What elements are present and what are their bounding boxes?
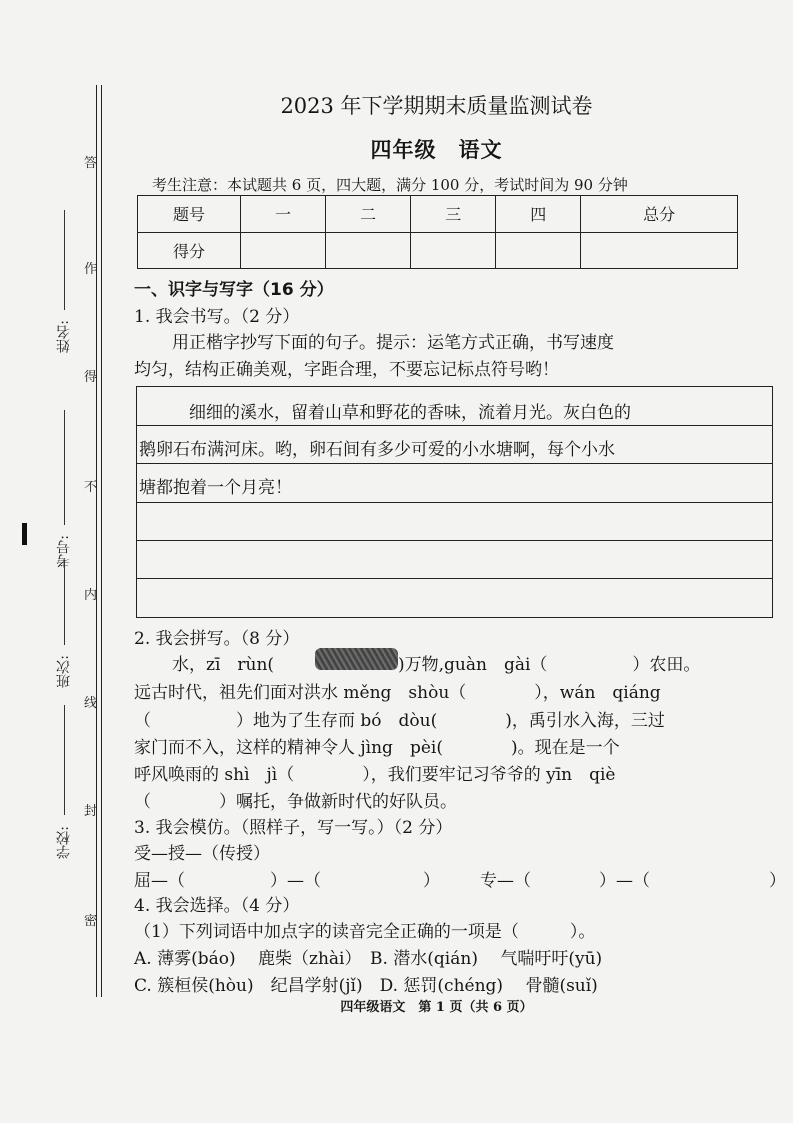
question-4-stem: （1）下列词语中加点字的读音完全正确的一项是（ ）。 xyxy=(134,922,596,942)
class-label: 班次: xyxy=(56,655,72,688)
seal-char: 作 xyxy=(84,262,98,277)
seal-char: 封 xyxy=(84,804,98,819)
question-4-options: A. 薄雾(báo) 鹿柴（zhài） B. 潜水(qián) 气喘吁吁(yū) xyxy=(134,949,603,969)
score-value-row xyxy=(138,232,738,269)
copy-text-line: 鹅卵石布满河床。哟，卵石间有多少可爱的小水塘啊，每个小水 xyxy=(139,440,615,460)
exam-subtitle: 四年级 语文 xyxy=(370,137,503,162)
score-cell[interactable] xyxy=(581,232,738,269)
seal-char: 线 xyxy=(84,696,98,711)
name-field-line[interactable] xyxy=(64,210,65,310)
ruled-line xyxy=(137,578,772,579)
ruled-line xyxy=(137,540,772,541)
section-heading: 一、识字与写字（16 分） xyxy=(134,280,334,300)
exam-title: 2023 年下学期期末质量监测试卷 xyxy=(280,94,593,118)
question-1-prompt: 均匀，结构正确美观，字距合理，不要忘记标点符号哟！ xyxy=(134,360,559,380)
question-2-line: 远古时代，祖先们面对洪水 měng shòu（ ），wán qiáng xyxy=(134,683,661,703)
score-cell[interactable] xyxy=(326,232,411,269)
school-line[interactable] xyxy=(64,705,65,815)
school-label: 学校: xyxy=(56,826,72,859)
score-row-label: 得分 xyxy=(138,232,241,269)
question-2-line: （ ）嘱托，争做新时代的好队员。 xyxy=(134,792,457,812)
score-header-cell: 一 xyxy=(241,196,326,233)
name-field-label: 姓名: xyxy=(56,320,72,353)
score-header-cell: 总分 xyxy=(581,196,738,233)
seal-char: 密 xyxy=(84,914,98,929)
ruled-line xyxy=(137,425,772,426)
exam-notice: 考生注意：本试题共 6 页，四大题，满分 100 分，考试时间为 90 分钟 xyxy=(152,176,628,194)
handwriting-box xyxy=(136,386,773,618)
question-2-line: 水，zī rùn( xyxy=(172,655,275,675)
score-table xyxy=(137,195,738,269)
question-3-item-b: 专—（ ）—（ ） xyxy=(480,871,786,891)
score-cell[interactable] xyxy=(241,232,326,269)
seal-char: 不 xyxy=(84,480,98,495)
page-footer: 四年级语文 第 1 页（共 6 页） xyxy=(340,1000,533,1015)
seal-char: 内 xyxy=(84,588,98,603)
score-cell[interactable] xyxy=(496,232,581,269)
binding-line-outer xyxy=(96,85,97,997)
exam-number-label: 考号: xyxy=(56,535,72,568)
ruled-line xyxy=(137,463,772,464)
scribbled-mark xyxy=(315,648,398,670)
score-header-cell: 题号 xyxy=(138,196,241,233)
score-header-cell: 四 xyxy=(496,196,581,233)
score-header-cell: 二 xyxy=(326,196,411,233)
question-2-line: )万物,guàn gài（ ）农田。 xyxy=(398,655,701,675)
question-1-title: 1. 我会书写。（2 分） xyxy=(134,307,300,327)
seal-char: 得 xyxy=(84,370,98,385)
registration-mark xyxy=(22,523,27,545)
question-2-line: 呼风唤雨的 shì jì（ ），我们要牢记习爷爷的 yīn qiè xyxy=(134,765,616,785)
class-line[interactable] xyxy=(64,560,65,645)
question-2-line: （ ）地为了生存而 bó dòu( )，禹引水入海，三过 xyxy=(134,711,665,731)
question-1-prompt: 用正楷字抄写下面的句子。提示：运笔方式正确，书写速度 xyxy=(172,333,614,353)
score-cell[interactable] xyxy=(411,232,496,269)
question-3-title: 3. 我会模仿。（照样子，写一写。）（2 分） xyxy=(134,818,453,838)
copy-text-line: 细细的溪水，留着山草和野花的香味，流着月光。灰白色的 xyxy=(189,403,631,423)
exam-number-line[interactable] xyxy=(64,410,65,525)
score-header-row xyxy=(138,196,738,233)
question-4-title: 4. 我会选择。（4 分） xyxy=(134,896,300,916)
question-2-line: 家门而不入，这样的精神令人 jìng pèi( )。现在是一个 xyxy=(134,738,620,758)
ruled-line xyxy=(137,502,772,503)
question-3-example: 受—授—（传授） xyxy=(134,844,270,864)
binding-line-inner xyxy=(101,85,102,997)
question-4-options: C. 簇桓侯(hòu) 纪昌学射(jǐ) D. 惩罚(chéng) 骨髓(suǐ) xyxy=(134,976,598,996)
question-3-item-a: 屈—（ ）—（ ） xyxy=(134,871,440,891)
score-header-cell: 三 xyxy=(411,196,496,233)
seal-char: 答 xyxy=(84,156,98,171)
copy-text-line: 塘都抱着一个月亮！ xyxy=(139,478,292,498)
question-2-title: 2. 我会拼写。（8 分） xyxy=(134,629,300,649)
